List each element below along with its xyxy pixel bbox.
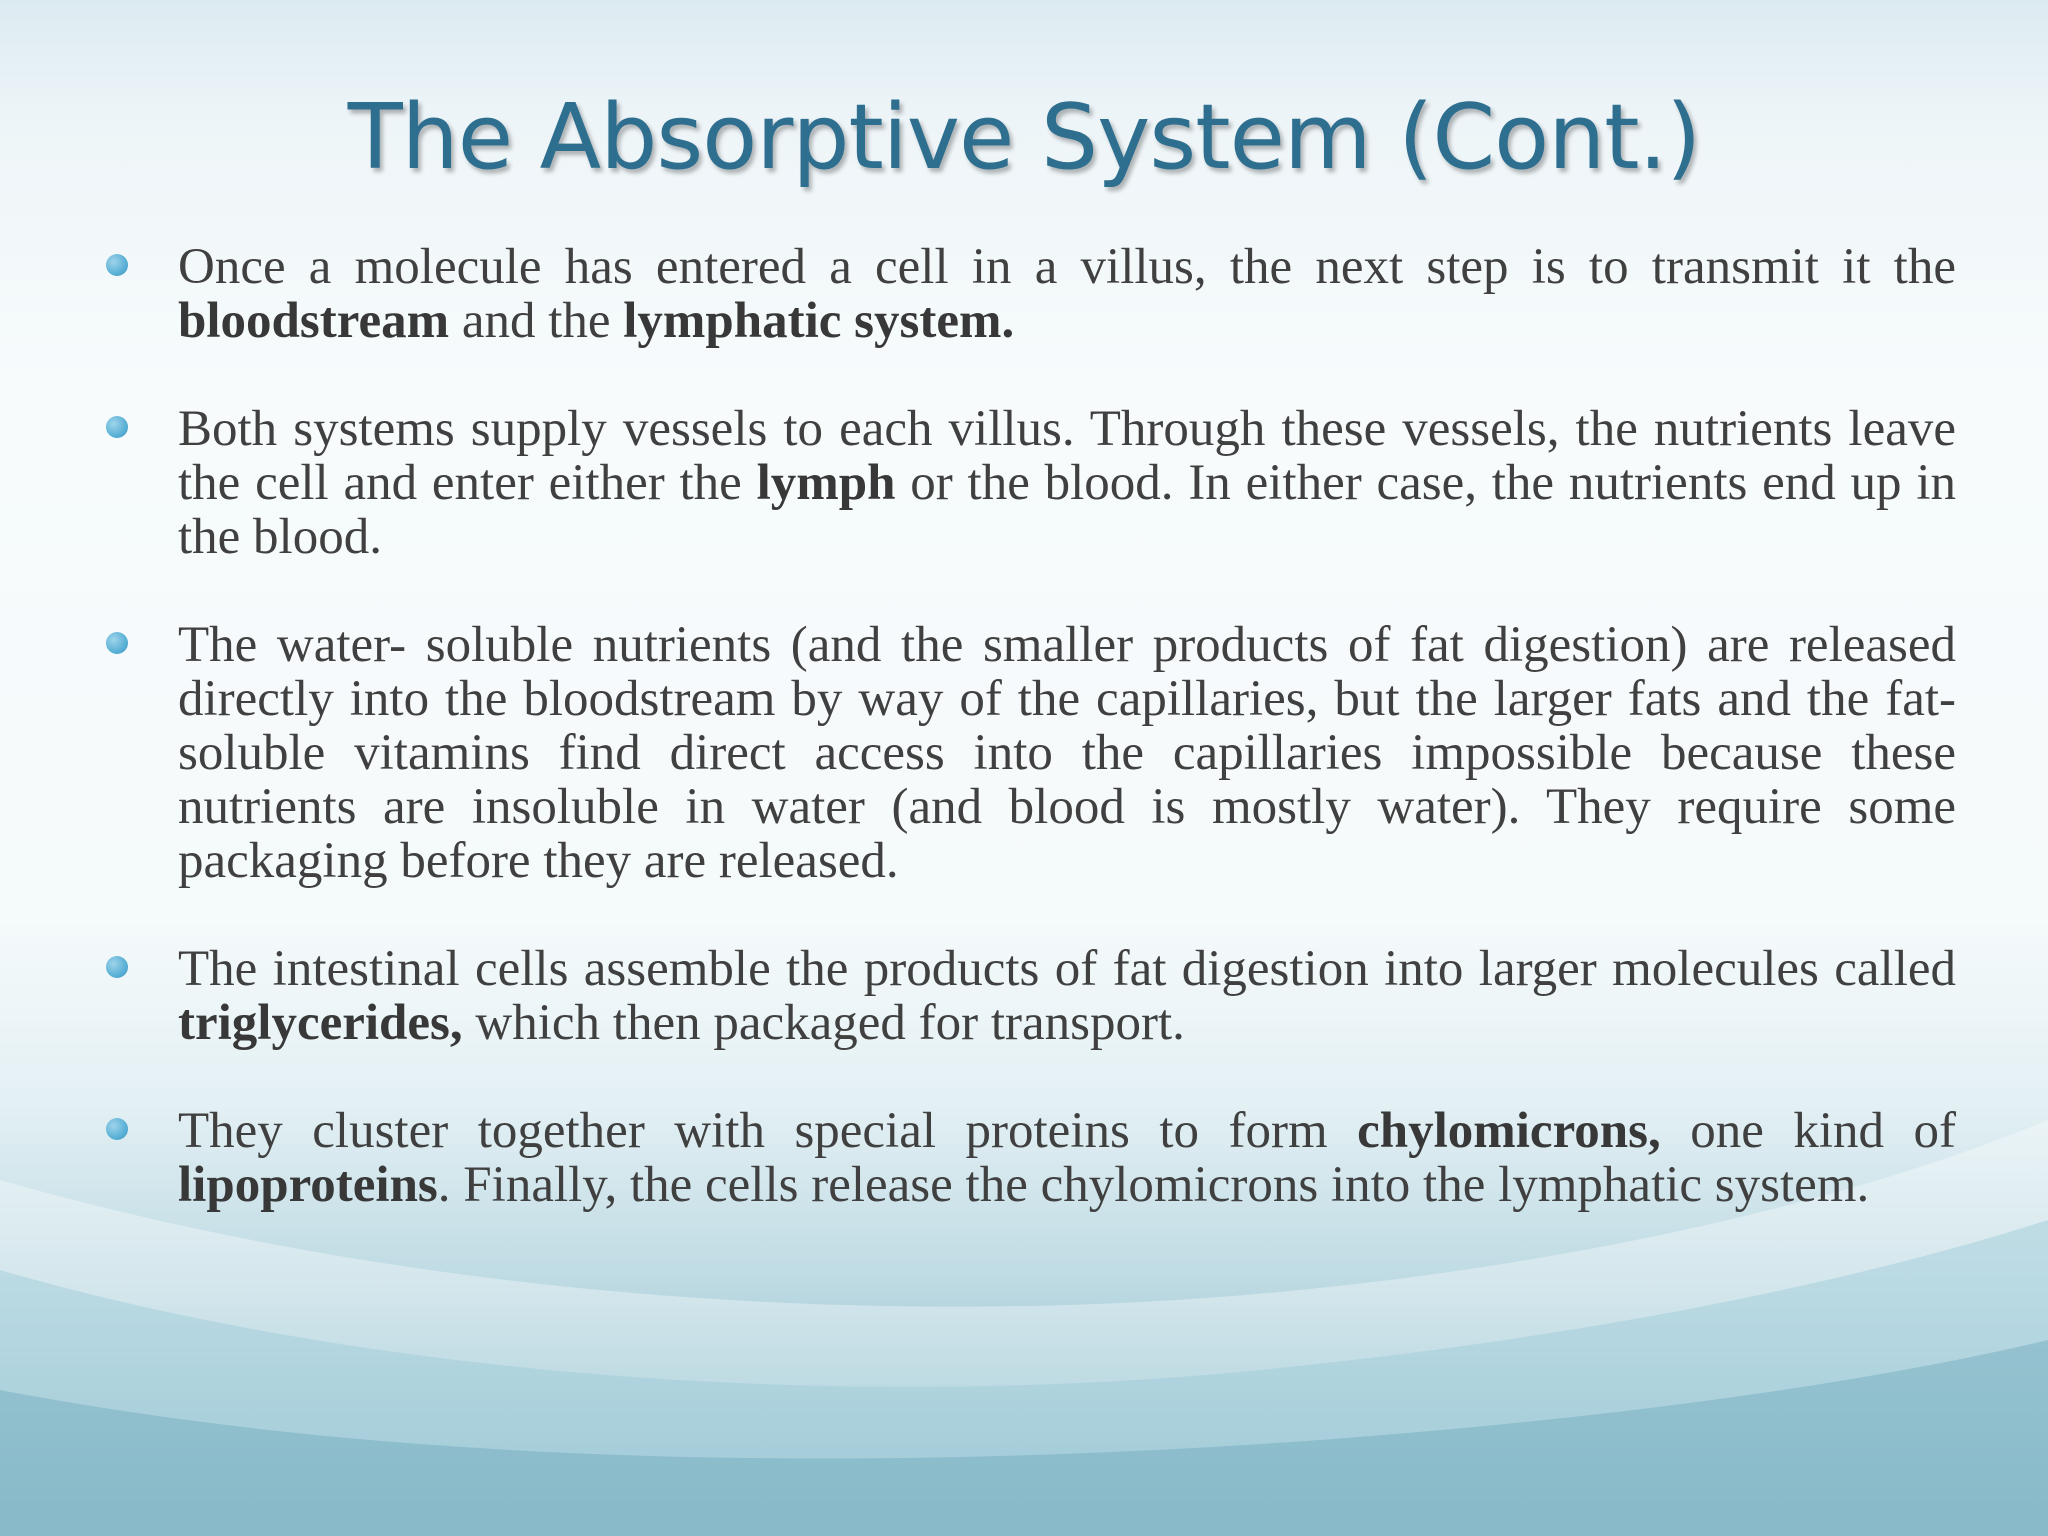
bullet-item-2 xyxy=(100,402,1956,564)
bullet-text: . Finally, the cells release the chylomicrons into the lymphatic system. xyxy=(437,1157,1870,1213)
bullet-item-3 xyxy=(100,618,1956,888)
slide-title: The Absorptive System (Cont.) xyxy=(347,85,1701,190)
bullet-dot-icon xyxy=(106,416,128,438)
bullet-text: or the blood. In either case, the nutrients end up in the blood. xyxy=(178,455,1956,565)
bullet-dot-icon xyxy=(106,632,128,654)
bullet-dot-icon xyxy=(106,1118,128,1140)
bullet-list xyxy=(100,240,1956,1266)
bold-term: chylomicrons, xyxy=(1357,1103,1661,1159)
bullet-text: Once a molecule has entered a cell in a villus, the next step is to transmit it the xyxy=(178,239,1956,295)
bullet-text: and the xyxy=(449,293,624,349)
bold-term: lipoproteins xyxy=(178,1157,438,1213)
bullet-text: one kind of xyxy=(1660,1103,1957,1159)
bold-term: triglycerides, xyxy=(178,995,463,1051)
bullet-item-1 xyxy=(100,240,1956,348)
bold-term: bloodstream xyxy=(178,293,450,349)
bullet-dot-icon xyxy=(106,254,128,276)
bullet-dot-icon xyxy=(106,956,128,978)
bullet-item-4 xyxy=(100,942,1956,1050)
bullet-text: The water- soluble nutrients (and the smaller products of fat digestion) are released directly into the bloodstream by way of the capillaries, but the larger fats and the fat-soluble vitamins find direct access into the capillaries impossible because these nutrients are insoluble in water (and blood is mostly water). They require some packaging before they are released. xyxy=(178,617,1956,889)
bullet-text: which then packaged for transport. xyxy=(462,995,1185,1051)
bullet-text: They cluster together with special proteins to form xyxy=(178,1103,1358,1159)
bullet-item-5 xyxy=(100,1104,1956,1212)
bullet-text: The intestinal cells assemble the products of fat digestion into larger molecules called xyxy=(178,941,1956,997)
bullet-text: Both systems supply vessels to each villus. Through these vessels, the nutrients leave the cell and enter either the xyxy=(178,401,1956,511)
bold-term: lymph xyxy=(756,455,896,511)
bold-term: lymphatic system. xyxy=(623,293,1015,349)
